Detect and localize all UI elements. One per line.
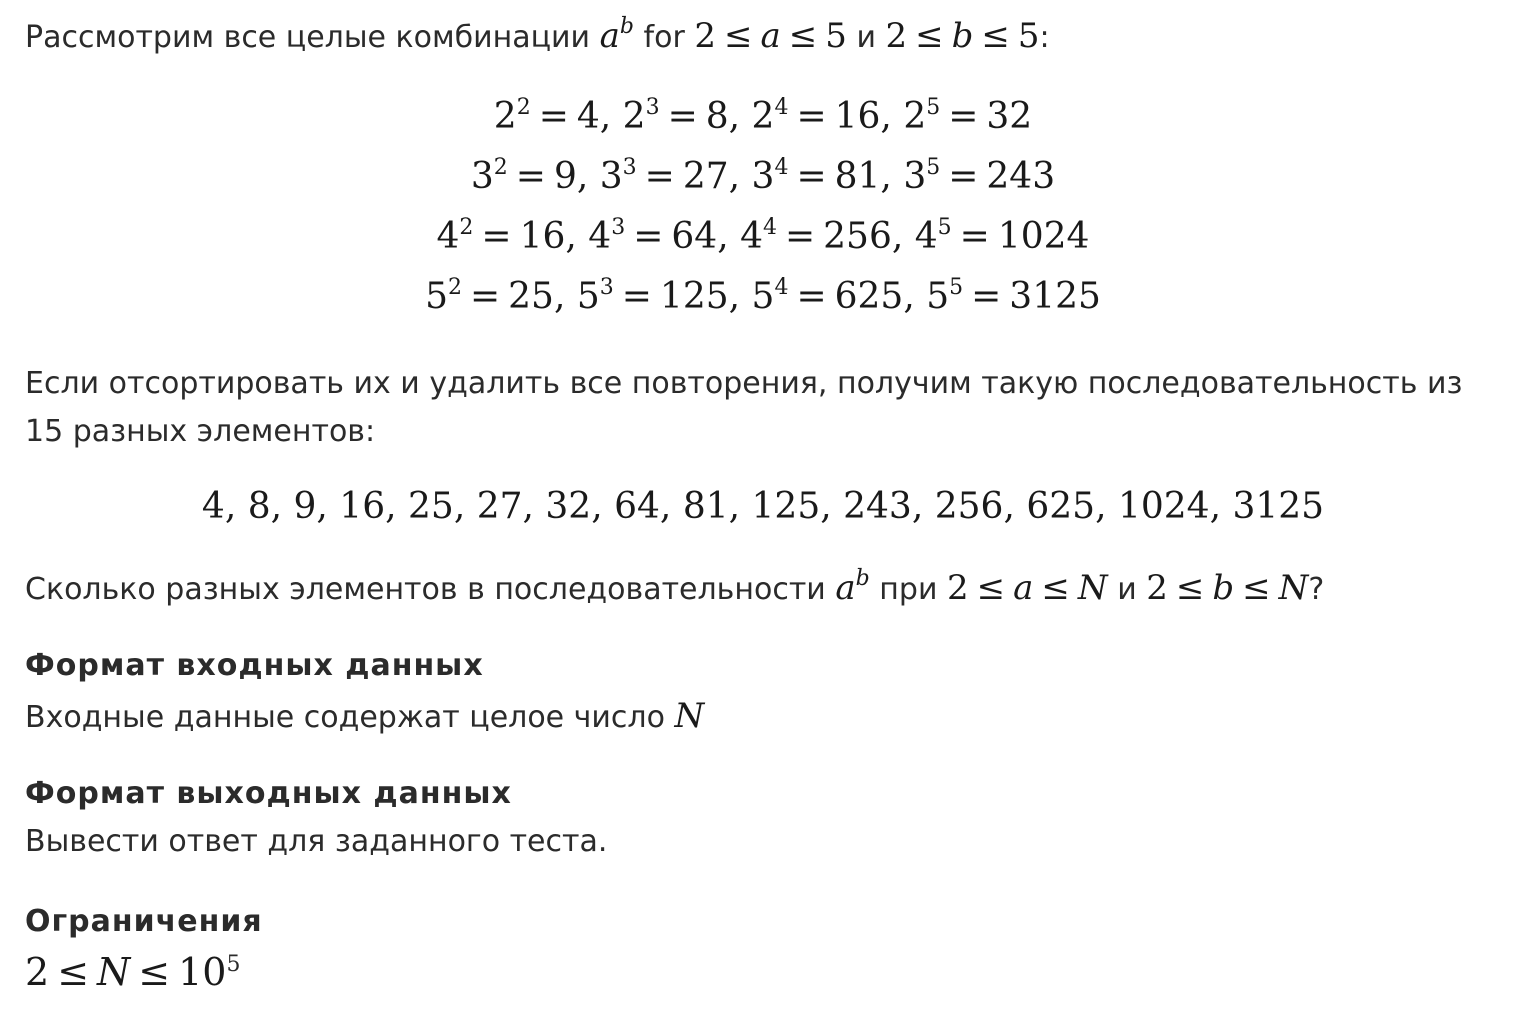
question-power: $a^b$ bbox=[835, 566, 870, 608]
intro-conj: и bbox=[856, 20, 876, 55]
intro-for: for bbox=[643, 20, 685, 55]
output-format-text: Вывести ответ для заданного теста. bbox=[25, 824, 608, 859]
sequence-item: 4 bbox=[201, 486, 225, 527]
sequence-item: 256 bbox=[934, 486, 1004, 527]
question-at: при bbox=[879, 572, 938, 607]
question-range-b: 2 ≤ b ≤ N bbox=[1146, 568, 1309, 608]
sequence-item: 8 bbox=[247, 486, 271, 527]
power-term: $4^4 = 256$ bbox=[740, 215, 892, 257]
power-term: $3^3 = 27$ bbox=[599, 155, 729, 197]
sequence-item: 25 bbox=[408, 486, 454, 527]
powers-row: $2^2 = 4$, $2^3 = 8$, $2^4 = 16$, $2^5 = 32$ bbox=[493, 95, 1033, 137]
question-range-a: 2 ≤ a ≤ N bbox=[946, 568, 1108, 608]
power-term: $3^4 = 81$ bbox=[751, 155, 881, 197]
limits-formula: $2 \le N \le 10^5$ bbox=[25, 950, 241, 994]
power-term: $4^3 = 64$ bbox=[588, 215, 718, 257]
input-format-text: Входные данные содержат целое число N bbox=[25, 696, 705, 736]
sequence-item: 125 bbox=[751, 486, 821, 527]
power-term: $2^4 = 16$ bbox=[751, 95, 881, 137]
intro-line: Рассмотрим все целые комбинации $a^b$ for 2 ≤ a ≤ 5 и 2 ≤ b ≤ 5: bbox=[25, 14, 1050, 56]
power-term: $4^5 = 1024$ bbox=[914, 215, 1090, 257]
question-text: Сколько разных элементов в последовательности bbox=[25, 572, 826, 607]
intro-range-a: 2 ≤ a ≤ 5 bbox=[694, 16, 847, 56]
sequence-item: 9 bbox=[293, 486, 317, 527]
power-term: $2^5 = 32$ bbox=[903, 95, 1033, 137]
power-term: $2^2 = 4$ bbox=[493, 95, 600, 137]
intro-text: Рассмотрим все целые комбинации bbox=[25, 20, 591, 55]
power-term: $3^2 = 9$ bbox=[470, 155, 577, 197]
sequence-item: 16 bbox=[339, 486, 386, 527]
power-term: $5^2 = 25$ bbox=[425, 275, 554, 317]
sequence-line: 4, 8, 9, 16, 25, 27, 32, 64, 81, 125, 243, 256, 625, 1024, 3125 bbox=[201, 486, 1325, 527]
sequence-item: 64 bbox=[614, 486, 660, 527]
power-term: $5^4 = 625$ bbox=[751, 275, 904, 317]
intro-power: $a^b$ bbox=[599, 14, 634, 56]
powers-row: $5^2 = 25$, $5^3 = 125$, $5^4 = 625$, $5^5 = 3125$ bbox=[425, 275, 1101, 317]
question-conj: и bbox=[1117, 572, 1137, 607]
sequence-item: 32 bbox=[545, 486, 592, 527]
question-line: Сколько разных элементов в последовательности $a^b$ при 2 ≤ a ≤ N и 2 ≤ b ≤ N? bbox=[25, 566, 1325, 608]
sequence-item: 27 bbox=[476, 486, 523, 527]
power-term: $3^5 = 243$ bbox=[903, 155, 1056, 197]
power-term: $5^3 = 125$ bbox=[576, 275, 729, 317]
intro-range-b: 2 ≤ b ≤ 5 bbox=[885, 16, 1040, 56]
sorted-paragraph: Если отсортировать их и удалить все повторения, получим такую последовательность из 15 разных элементов: bbox=[25, 366, 1463, 449]
sequence-item: 625 bbox=[1026, 486, 1096, 527]
limits-heading: Ограничения bbox=[25, 904, 263, 939]
output-format-heading: Формат выходных данных bbox=[25, 776, 512, 811]
powers-row: $4^2 = 16$, $4^3 = 64$, $4^4 = 256$, $4^5 = 1024$ bbox=[436, 215, 1090, 257]
power-term: $5^5 = 3125$ bbox=[926, 275, 1101, 317]
sequence-item: 1024 bbox=[1117, 486, 1210, 527]
sequence-item: 243 bbox=[843, 486, 912, 527]
sequence-item: 81 bbox=[682, 486, 729, 527]
input-format-heading: Формат входных данных bbox=[25, 648, 484, 683]
sequence-item: 3125 bbox=[1232, 486, 1325, 527]
powers-row: $3^2 = 9$, $3^3 = 27$, $3^4 = 81$, $3^5 = 243$ bbox=[470, 155, 1056, 197]
power-term: $4^2 = 16$ bbox=[436, 215, 566, 257]
power-term: $2^3 = 8$ bbox=[622, 95, 729, 137]
